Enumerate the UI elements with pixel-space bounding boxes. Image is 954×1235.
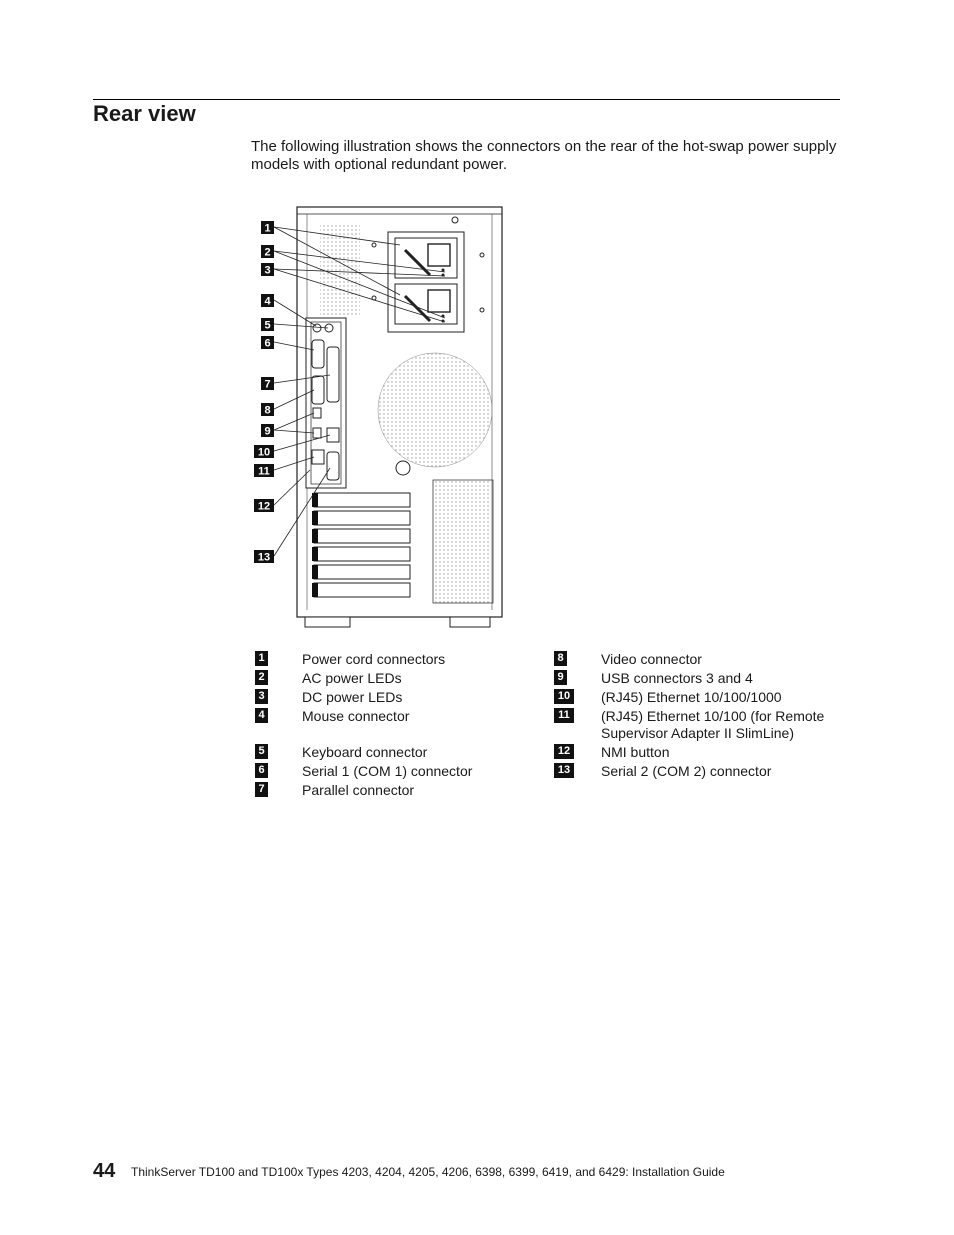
section-title: Rear view xyxy=(93,101,196,126)
legend-badge: 10 xyxy=(554,689,574,704)
legend-badge: 9 xyxy=(554,670,567,685)
callout-10: 10 xyxy=(257,446,271,459)
legend-label: Parallel connector xyxy=(302,782,415,798)
legend-label: DC power LEDs xyxy=(302,689,403,705)
legend-label: Serial 1 (COM 1) connector xyxy=(302,763,473,779)
callout-12: 12 xyxy=(257,500,271,513)
legend-badge: 4 xyxy=(255,708,268,723)
legend-badge: 6 xyxy=(255,763,268,778)
callout-13: 13 xyxy=(257,551,271,564)
callout-9: 9 xyxy=(264,425,271,438)
legend-left xyxy=(255,651,515,801)
legend-item xyxy=(554,670,844,687)
legend-badge: 7 xyxy=(255,782,268,797)
legend-item xyxy=(255,708,515,725)
legend-badge: 12 xyxy=(554,744,574,759)
legend-label: Power cord connectors xyxy=(302,651,446,667)
callout-2: 2 xyxy=(264,246,271,259)
footer-text: ThinkServer TD100 and TD100x Types 4203, 4204, 4205, 4206, 6398, 6399, 6419, and 6429: Installation Guide xyxy=(131,1165,725,1179)
legend-label: (RJ45) Ethernet 10/100 (for Remote Supervisor Adapter II SlimLine) xyxy=(601,708,825,741)
legend-label: Mouse connector xyxy=(302,708,410,724)
callout-4: 4 xyxy=(264,295,271,308)
legend-label: USB connectors 3 and 4 xyxy=(601,670,753,686)
legend-item xyxy=(255,651,515,668)
header-rule xyxy=(93,99,840,100)
page-number: 44 xyxy=(93,1160,116,1182)
legend-item xyxy=(255,689,515,706)
legend-label: Keyboard connector xyxy=(302,744,428,760)
legend-badge: 13 xyxy=(554,763,574,778)
legend-label: Serial 2 (COM 2) connector xyxy=(601,763,772,779)
intro-paragraph: The following illustration shows the connectors on the rear of the hot-swap power supply models with optional redundant power. xyxy=(251,138,837,173)
legend-label: (RJ45) Ethernet 10/100/1000 xyxy=(601,689,782,705)
callout-5: 5 xyxy=(264,319,271,332)
legend-item xyxy=(554,651,844,668)
legend-badge: 8 xyxy=(554,651,567,666)
legend-label: Video connector xyxy=(601,651,702,667)
legend-item xyxy=(554,708,844,742)
legend-right xyxy=(554,651,844,782)
legend-item xyxy=(255,670,515,687)
legend-badge: 11 xyxy=(554,708,574,723)
legend-item xyxy=(554,689,844,706)
legend-label: AC power LEDs xyxy=(302,670,402,686)
legend-label: NMI button xyxy=(601,744,670,760)
legend-badge: 3 xyxy=(255,689,268,704)
callout-3: 3 xyxy=(264,264,271,277)
legend-badge: 1 xyxy=(255,651,268,666)
callout-6: 6 xyxy=(264,337,271,350)
callout-1: 1 xyxy=(264,222,271,235)
legend-item xyxy=(554,744,844,761)
rear-view-illustration xyxy=(250,200,510,635)
callout-7: 7 xyxy=(264,378,271,391)
legend-item xyxy=(255,744,515,761)
legend-item xyxy=(255,763,515,780)
legend-badge: 2 xyxy=(255,670,268,685)
legend-item xyxy=(255,782,515,799)
legend-badge: 5 xyxy=(255,744,268,759)
legend-item xyxy=(554,763,844,780)
callout-8: 8 xyxy=(264,404,271,417)
callout-11: 11 xyxy=(258,465,270,478)
